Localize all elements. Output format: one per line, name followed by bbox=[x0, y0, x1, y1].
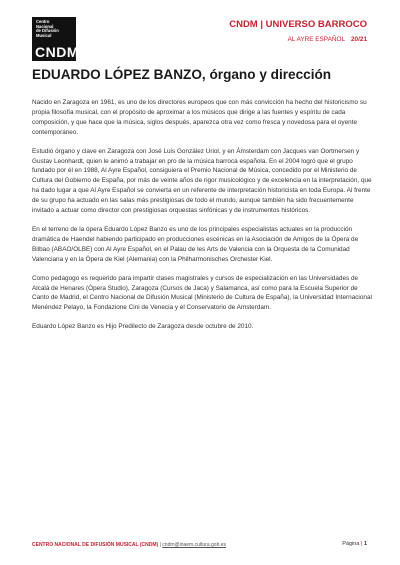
page-number: 1 bbox=[363, 541, 367, 547]
paragraph-3: En el terreno de la ópera Eduardo López Banzo es uno de los principales especialistas actuales en la producción dramática de Haendel habiendo participado en producciones escénicas en la Asociación de Amigos de la Ópera de Bilbao (ABAO/OLBE) con Al Ayre Español, en el Palau de les Arts de Valencia con la Orquesta de la Comunidad Valenciana y en la Ópera de Kiel (Alemania) con la Philharmonisches Orchester Kiel. bbox=[32, 225, 359, 263]
header-season: 20/21 bbox=[351, 36, 367, 43]
page-number-block bbox=[342, 541, 367, 547]
footer-separator: | bbox=[159, 542, 161, 548]
paragraph-4: Como pedagogo es requerido para impartir clases magistrales y cursos de especialización en las Universidades de Alcalá de Henares (Ópera Studio), Zaragoza (Cursos de Jaca) y Salamanca, así como para la Escuela Superior de Canto de Madrid, el Centro Nacional de Difusión Musical (Ministerio de Cultura de España), la Universidad Internacional Menéndez Pelayo, la Fondazione Cini de Venecia y el Conservatorio de Amsterdam. bbox=[32, 274, 372, 312]
header-title: CNDM | UNIVERSO BARROCO bbox=[229, 19, 367, 30]
paragraph-2: Estudió órgano y clave en Zaragoza con José Luis González Uriol, y en Ámsterdam con Jacques van Oortmersen y Gustav Leonhardt, quien le animó a trabajar en pro de la música barroca española. En el 2004 logró que el grupo fundado por él en 1988, Al Ayre Español, consiguiera el Premio Nacional de Música, concedido por el Ministerio de Cultura del Gobierno de España, por más de veinte años de rigor musicológico y de excelencia en la interpretación, que ha dado lugar a que Al Ayre Español se convierta en un referente de interpretación historicista en toda Europa. Al frente de su grupo ha actuado en las salas más prestigiosas de todo el mundo, aunque también ha sido frecuentemente invitado a actuar como director con prestigiosas orquestas sinfónicas y de instrumentos históricos. bbox=[32, 147, 372, 215]
footer-org: CENTRO NACIONAL DE DIFUSIÓN MUSICAL (CNDM) bbox=[32, 542, 159, 548]
logo-big-text: CNDM bbox=[35, 44, 79, 60]
footer bbox=[32, 542, 226, 548]
cndm-logo bbox=[32, 17, 79, 61]
header-subtitle: AL AYRE ESPAÑOL bbox=[287, 36, 345, 43]
biography-body bbox=[32, 98, 372, 341]
paragraph-5: Eduardo López Banzo es Hijo Predilecto de Zaragoza desde octubre de 2010. bbox=[32, 323, 254, 331]
paragraph-1: Nacido en Zaragoza en 1961, es uno de los directores europeos que con más convicción ha hecho del historicismo su propia filosofía musical, con el propósito de aproximar a los músicos que dirige a las fuentes y espíritu de cada composición, y que hace que la música, siglos después, aparezca otra vez como fresca y novedosa para el oyente contemporáneo. bbox=[32, 99, 367, 136]
page-title: EDUARDO LÓPEZ BANZO, órgano y dirección bbox=[32, 67, 332, 82]
header-subtitle-row bbox=[288, 36, 367, 43]
page-separator: | bbox=[360, 541, 363, 547]
logo-small-text: Centro Nacional de Difusión Musical bbox=[36, 19, 59, 38]
footer-email-link[interactable]: cndm@inaem.cultura.gob.es bbox=[162, 542, 227, 548]
page-label: Página bbox=[342, 541, 360, 547]
